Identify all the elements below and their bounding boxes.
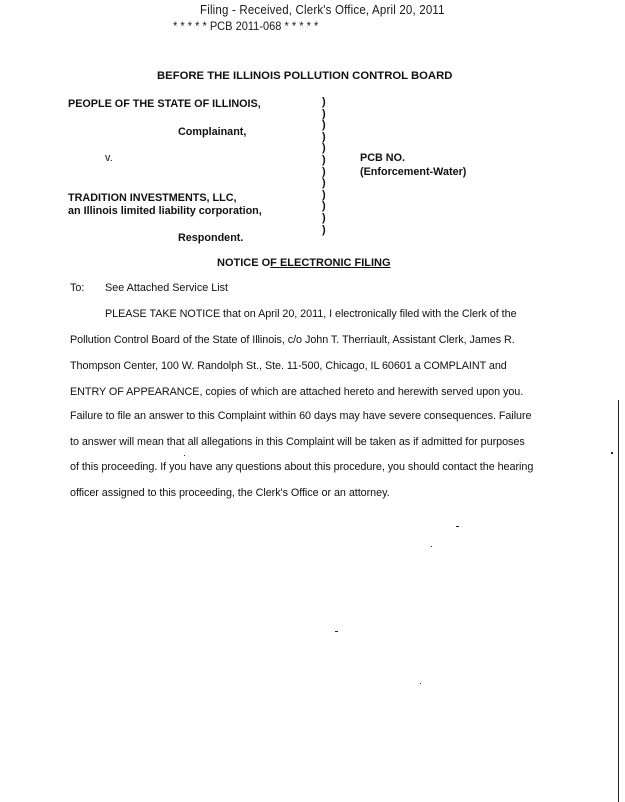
notice-body-line: Pollution Control Board of the State of Illinois, c/o John T. Therriault, Assistant Clerk, James R.: [70, 334, 515, 346]
defendant-name: TRADITION INVESTMENTS, LLC,: [68, 192, 237, 204]
notice-title-underlined: F ELECTRONIC FILING: [270, 257, 391, 269]
caption-paren: ): [322, 177, 326, 190]
versus-label: v.: [105, 152, 113, 164]
caption-paren: ): [322, 107, 326, 120]
filing-stamp-case-number: * * * * * PCB 2011-068 * * * * *: [173, 19, 319, 33]
respondent-role: Respondent.: [178, 232, 244, 244]
scan-edge-line: [618, 400, 619, 802]
case-type-label: (Enforcement-Water): [360, 166, 467, 178]
case-number-block: [360, 151, 466, 179]
to-value: See Attached Service List: [105, 282, 229, 294]
caption-paren-column: [322, 97, 332, 236]
notice-title: [217, 257, 391, 269]
caption-paren: ): [322, 142, 326, 155]
caption-paren: ): [322, 119, 326, 132]
scan-speck: [184, 455, 185, 456]
to-line: [70, 282, 229, 294]
scan-speck: [611, 452, 613, 454]
notice-body-line: to answer will mean that all allegations in this Complaint will be taken as if admitted for purposes: [70, 436, 525, 448]
notice-title-prefix: NOTICE O: [217, 257, 271, 269]
notice-body-line: ENTRY OF APPEARANCE, copies of which are attached hereto and herewith served upon you.: [70, 386, 524, 398]
case-number-label: PCB NO.: [360, 152, 405, 164]
caption-paren: ): [322, 223, 326, 236]
notice-body-line: officer assigned to this proceeding, the Clerk's Office or an attorney.: [70, 487, 390, 499]
complainant-role: Complainant,: [178, 126, 247, 138]
scan-speck: [431, 546, 432, 547]
notice-body-line: PLEASE TAKE NOTICE that on April 20, 2011, I electronically filed with the Clerk of the: [105, 308, 517, 320]
caption-paren: ): [322, 153, 326, 166]
scan-speck: [456, 526, 459, 527]
plaintiff-name: PEOPLE OF THE STATE OF ILLINOIS,: [68, 98, 261, 110]
caption-paren: ): [322, 165, 326, 178]
caption-paren: ): [322, 188, 326, 201]
caption-paren: ): [322, 130, 326, 143]
filing-stamp-line: Filing - Received, Clerk's Office, April 20, 2011: [200, 3, 445, 17]
notice-body-line: Failure to file an answer to this Complaint within 60 days may have severe consequences. Failure: [70, 410, 532, 422]
scan-speck: [420, 683, 421, 684]
caption-paren: ): [322, 96, 326, 108]
caption-paren: ): [322, 200, 326, 213]
caption-paren: ): [322, 211, 326, 224]
board-title: BEFORE THE ILLINOIS POLLUTION CONTROL BOARD: [157, 70, 453, 82]
scan-speck: [335, 631, 338, 632]
notice-body-line: of this proceeding. If you have any questions about this procedure, you should contact the hearing: [70, 461, 534, 473]
notice-body-line: Thompson Center, 100 W. Randolph St., Ste. 11-500, Chicago, IL 60601 a COMPLAINT and: [70, 360, 507, 372]
to-label: To:: [70, 282, 85, 294]
defendant-description: an Illinois limited liability corporation,: [68, 205, 262, 217]
